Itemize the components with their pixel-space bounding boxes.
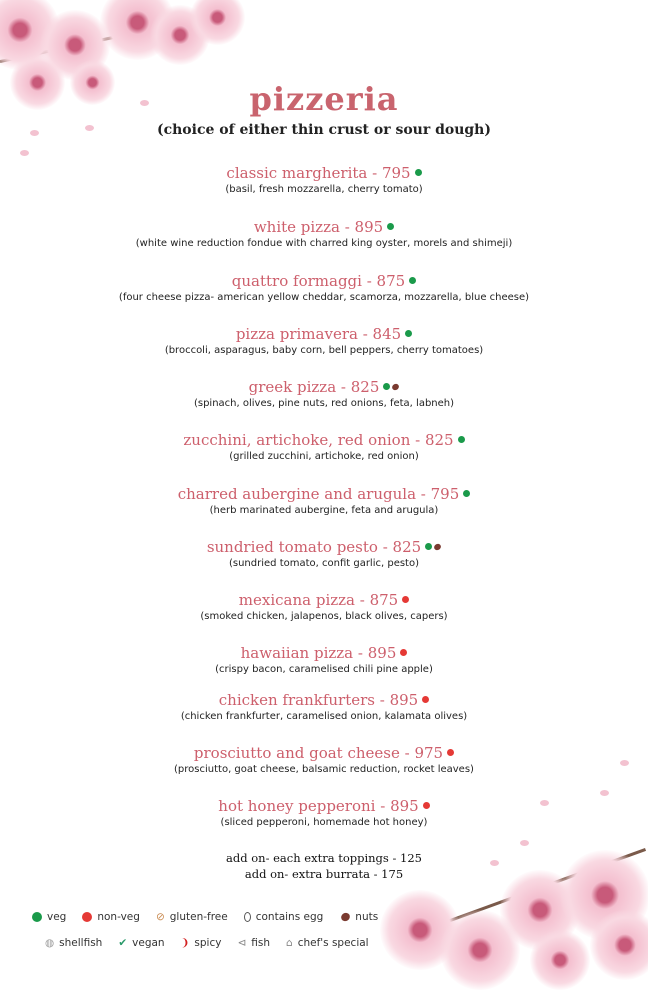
menu-item [0,743,648,777]
addon-burrata: add on- extra burrata - 175 [244,867,404,881]
item-description: (grilled zucchini, artichoke, red onion) [229,451,419,462]
item-description: (sundried tomato, confit garlic, pesto) [228,558,419,569]
veg-icon [32,912,42,922]
legend-fish: ⊲ fish [237,937,271,949]
item-name: sundried tomato pesto - 825 [0,537,648,557]
legend-veg: veg [32,911,66,923]
non-veg-icon [402,596,409,603]
menu-item [0,690,648,724]
item-name: hot honey pepperoni - 895 [0,796,648,816]
menu-item [0,484,648,518]
item-description: (spinach, olives, pine nuts, red onions, feta, labneh) [193,398,455,409]
legend-vegan: ✔ vegan [118,937,165,949]
item-description: (sliced pepperoni, homemade hot honey) [220,817,428,828]
non-veg-icon [423,802,430,809]
item-name: quattro formaggi - 875 [0,271,648,291]
legend-row-1 [32,911,378,923]
menu-item [0,324,648,358]
legend-nuts: nuts [339,911,378,923]
menu-item [0,377,648,411]
item-name: prosciutto and goat cheese - 975 [0,743,648,763]
menu-item [0,271,648,305]
spicy-icon: ❩ [180,937,190,949]
veg-icon [425,543,432,550]
item-name: chicken frankfurters - 895 [0,690,648,710]
addon-toppings: add on- each extra toppings - 125 [226,851,422,865]
item-description: (herb marinated aubergine, feta and arugula) [209,505,439,516]
non-veg-icon [400,649,407,656]
non-veg-icon [422,696,429,703]
item-description: (chicken frankfurter, caramelised onion, kalamata olives) [180,711,468,722]
item-name: hawaiian pizza - 895 [0,643,648,663]
legend-gluten-free: ⊘ gluten-free [155,911,228,923]
item-name: greek pizza - 825 [0,377,648,397]
veg-icon [463,490,470,497]
veg-icon [387,223,394,230]
legend-row-2 [45,937,369,949]
item-name: charred aubergine and arugula - 795 [0,484,648,504]
nuts-icon [340,911,352,922]
item-description: (four cheese pizza- american yellow cheddar, scamorza, mozzarella, blue cheese) [118,292,530,303]
veg-icon [458,436,465,443]
item-name: white pizza - 895 [0,217,648,237]
menu-item [0,643,648,677]
vegan-icon: ✔ [118,937,128,949]
legend-contains-egg: contains egg [244,911,324,923]
nuts-icon [391,383,400,392]
gluten-free-icon: ⊘ [155,911,165,923]
menu-item [0,796,648,830]
item-name: pizza primavera - 845 [0,324,648,344]
item-description: (white wine reduction fondue with charred king oyster, morels and shimeji) [135,238,513,249]
veg-icon [409,277,416,284]
item-description: (prosciutto, goat cheese, balsamic reduction, rocket leaves) [174,764,474,775]
addons [0,850,648,882]
nuts-icon [433,543,442,552]
item-name: zucchini, artichoke, red onion - 825 [0,430,648,450]
legend-spicy: ❩ spicy [180,937,222,949]
chefs-special-icon: ⌂ [286,937,293,949]
item-description: (broccoli, asparagus, baby corn, bell peppers, cherry tomatoes) [164,345,484,356]
item-name: mexicana pizza - 875 [0,590,648,610]
menu-item [0,217,648,251]
legend-shellfish: ◍ shellfish [45,937,103,949]
veg-icon [383,383,390,390]
menu-item [0,430,648,464]
item-description: (smoked chicken, jalapenos, black olives, capers) [200,611,448,622]
non-veg-icon [447,749,454,756]
legend-chefs-special: ⌂ chef's special [286,937,369,949]
non-veg-icon [82,912,92,922]
legend-non-veg: non-veg [82,911,140,923]
page-title: pizzeria [249,80,399,118]
crust-subtitle: (choice of either thin crust or sour dough) [156,122,491,138]
item-description: (crispy bacon, caramelised chili pine apple) [215,664,433,675]
item-name: classic margherita - 795 [0,163,648,183]
veg-icon [415,169,422,176]
menu-item [0,163,648,197]
shellfish-icon: ◍ [45,937,55,949]
menu-item [0,537,648,571]
item-description: (basil, fresh mozzarella, cherry tomato) [225,184,423,195]
egg-icon [244,912,251,922]
fish-icon: ⊲ [237,937,247,949]
menu-item [0,590,648,624]
veg-icon [405,330,412,337]
